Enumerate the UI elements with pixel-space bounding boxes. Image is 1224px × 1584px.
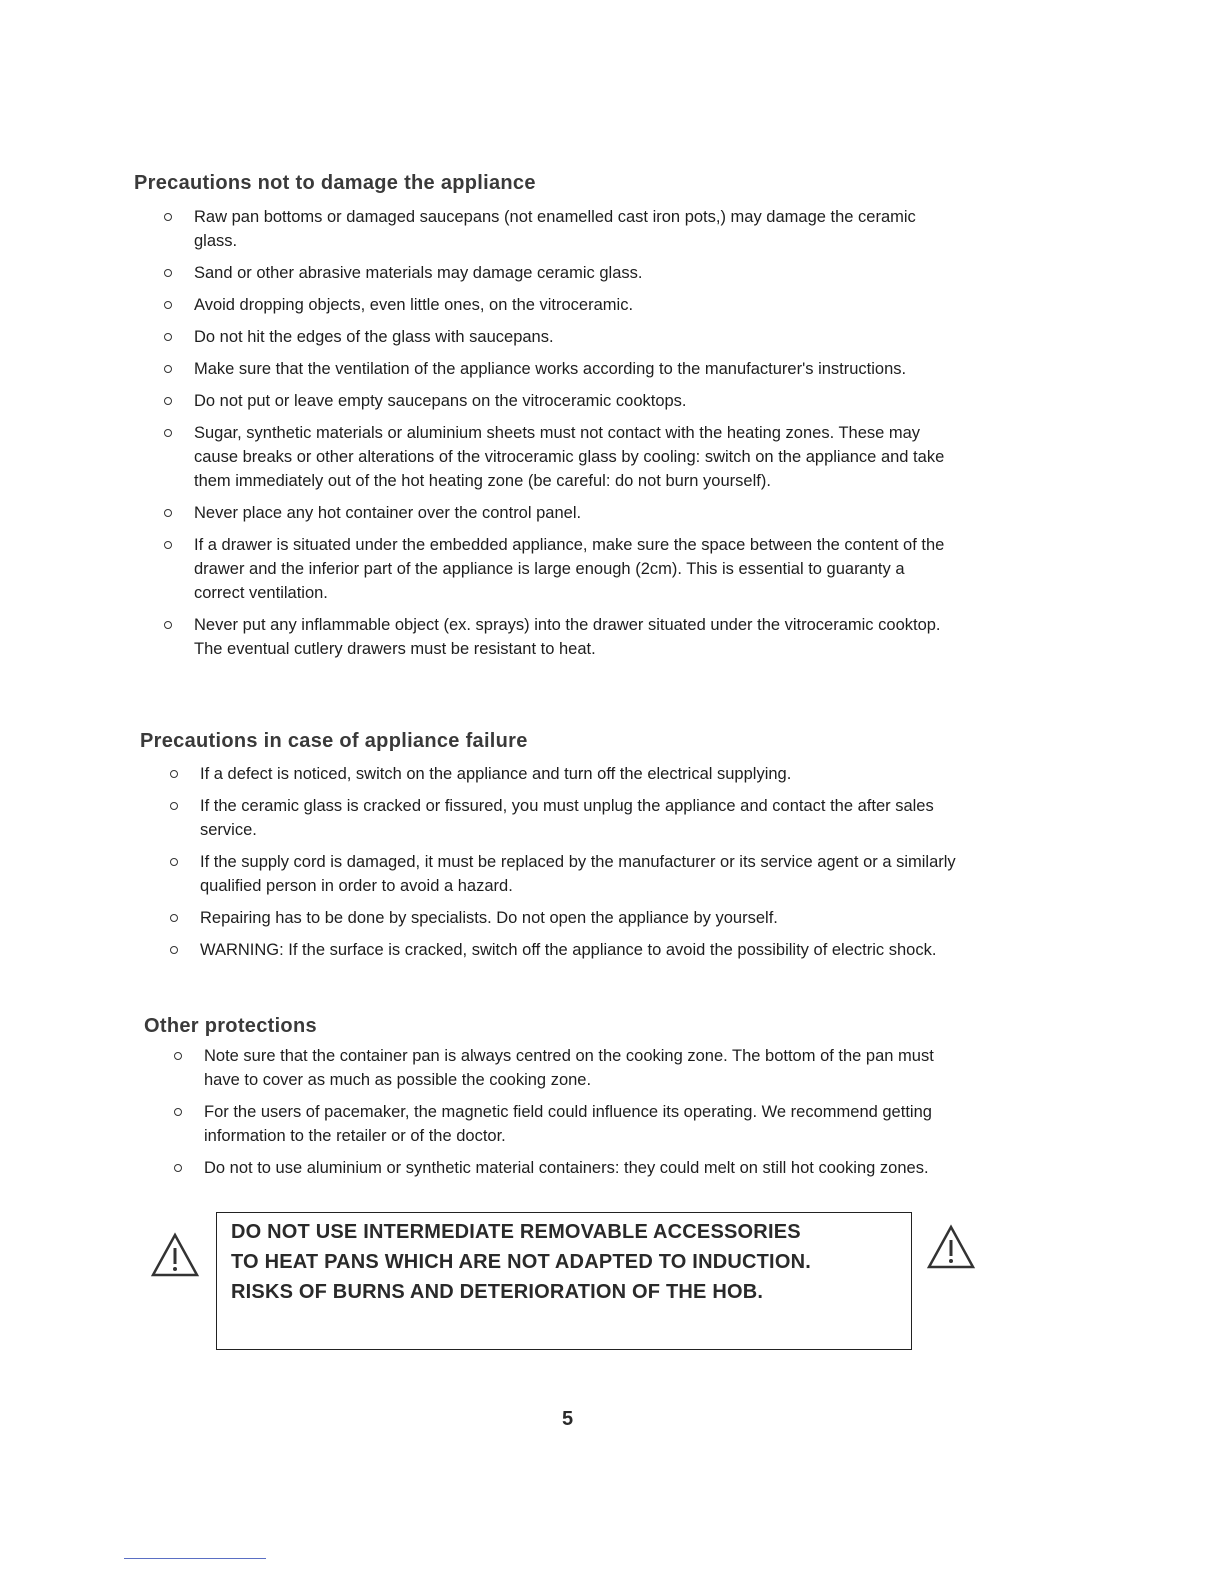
warning-text: [231, 1217, 811, 1307]
bullet-icon: [170, 770, 178, 778]
bullet-icon: [170, 946, 178, 954]
list-item: Do not put or leave empty saucepans on the vitroceramic cooktops.: [134, 389, 954, 413]
bullet-icon: [164, 429, 172, 437]
list-item: Never put any inflammable object (ex. sprays) into the drawer situated under the vitroceramic cooktop. The eventual cutlery drawers must be resistant to heat.: [134, 613, 954, 661]
list-item: Raw pan bottoms or damaged saucepans (not enamelled cast iron pots,) may damage the ceramic glass.: [134, 205, 954, 253]
list-item: Do not hit the edges of the glass with saucepans.: [134, 325, 954, 349]
page-number: 5: [562, 1408, 574, 1430]
list-item: Repairing has to be done by specialists. Do not open the appliance by yourself.: [140, 906, 960, 930]
bullet-icon: [164, 213, 172, 221]
bullet-icon: [164, 621, 172, 629]
list-item: Do not to use aluminium or synthetic material containers: they could melt on still hot cooking zones.: [144, 1156, 964, 1180]
warning-line: RISKS OF BURNS AND DETERIORATION OF THE HOB.: [231, 1281, 764, 1303]
failure-precautions-list: [140, 762, 960, 970]
warning-line: TO HEAT PANS WHICH ARE NOT ADAPTED TO INDUCTION.: [231, 1251, 811, 1273]
other-protections-list: [144, 1044, 964, 1188]
section-heading-other: Other protections: [144, 1015, 317, 1037]
section-heading-failure: Precautions in case of appliance failure: [140, 730, 528, 752]
warning-line: DO NOT USE INTERMEDIATE REMOVABLE ACCESSORIES: [231, 1221, 801, 1243]
list-item: For the users of pacemaker, the magnetic field could influence its operating. We recommend getting information to the retailer or of the doctor.: [144, 1100, 964, 1148]
bullet-icon: [164, 301, 172, 309]
list-item: Make sure that the ventilation of the appliance works according to the manufacturer's instructions.: [134, 357, 954, 381]
list-item: If a drawer is situated under the embedded appliance, make sure the space between the content of the drawer and the inferior part of the appliance is large enough (2cm). This is essential to guaranty a correct ventilation.: [134, 533, 954, 605]
bullet-icon: [164, 365, 172, 373]
bullet-icon: [164, 397, 172, 405]
bullet-icon: [164, 509, 172, 517]
bullet-icon: [174, 1052, 182, 1060]
bullet-icon: [174, 1108, 182, 1116]
warning-triangle-icon: [150, 1232, 200, 1278]
list-item: Sand or other abrasive materials may damage ceramic glass.: [134, 261, 954, 285]
warning-box: [216, 1212, 912, 1350]
list-item: If the ceramic glass is cracked or fissured, you must unplug the appliance and contact the after sales service.: [140, 794, 960, 842]
bullet-icon: [164, 541, 172, 549]
list-item: Avoid dropping objects, even little ones, on the vitroceramic.: [134, 293, 954, 317]
list-item: If a defect is noticed, switch on the appliance and turn off the electrical supplying.: [140, 762, 960, 786]
bullet-icon: [170, 914, 178, 922]
list-item: If the supply cord is damaged, it must be replaced by the manufacturer or its service agent or a similarly qualified person in order to avoid a hazard.: [140, 850, 960, 898]
section-heading-damage: Precautions not to damage the appliance: [134, 172, 536, 194]
list-item: Note sure that the container pan is always centred on the cooking zone. The bottom of the pan must have to cover as much as possible the cooking zone.: [144, 1044, 964, 1092]
bullet-icon: [170, 858, 178, 866]
list-item: Never place any hot container over the control panel.: [134, 501, 954, 525]
list-item: WARNING: If the surface is cracked, switch off the appliance to avoid the possibility of electric shock.: [140, 938, 960, 962]
bullet-icon: [164, 333, 172, 341]
bullet-icon: [170, 802, 178, 810]
list-item: Sugar, synthetic materials or aluminium sheets must not contact with the heating zones. These may cause breaks or other alterations of the vitroceramic glass by cooling: switch on the appliance and take them immediately out of the hot heating zone (be careful: do not burn yourself).: [134, 421, 954, 493]
footer-rule: [124, 1558, 266, 1559]
damage-precautions-list: [134, 205, 954, 669]
bullet-icon: [164, 269, 172, 277]
bullet-icon: [174, 1164, 182, 1172]
warning-triangle-icon: [926, 1224, 976, 1270]
